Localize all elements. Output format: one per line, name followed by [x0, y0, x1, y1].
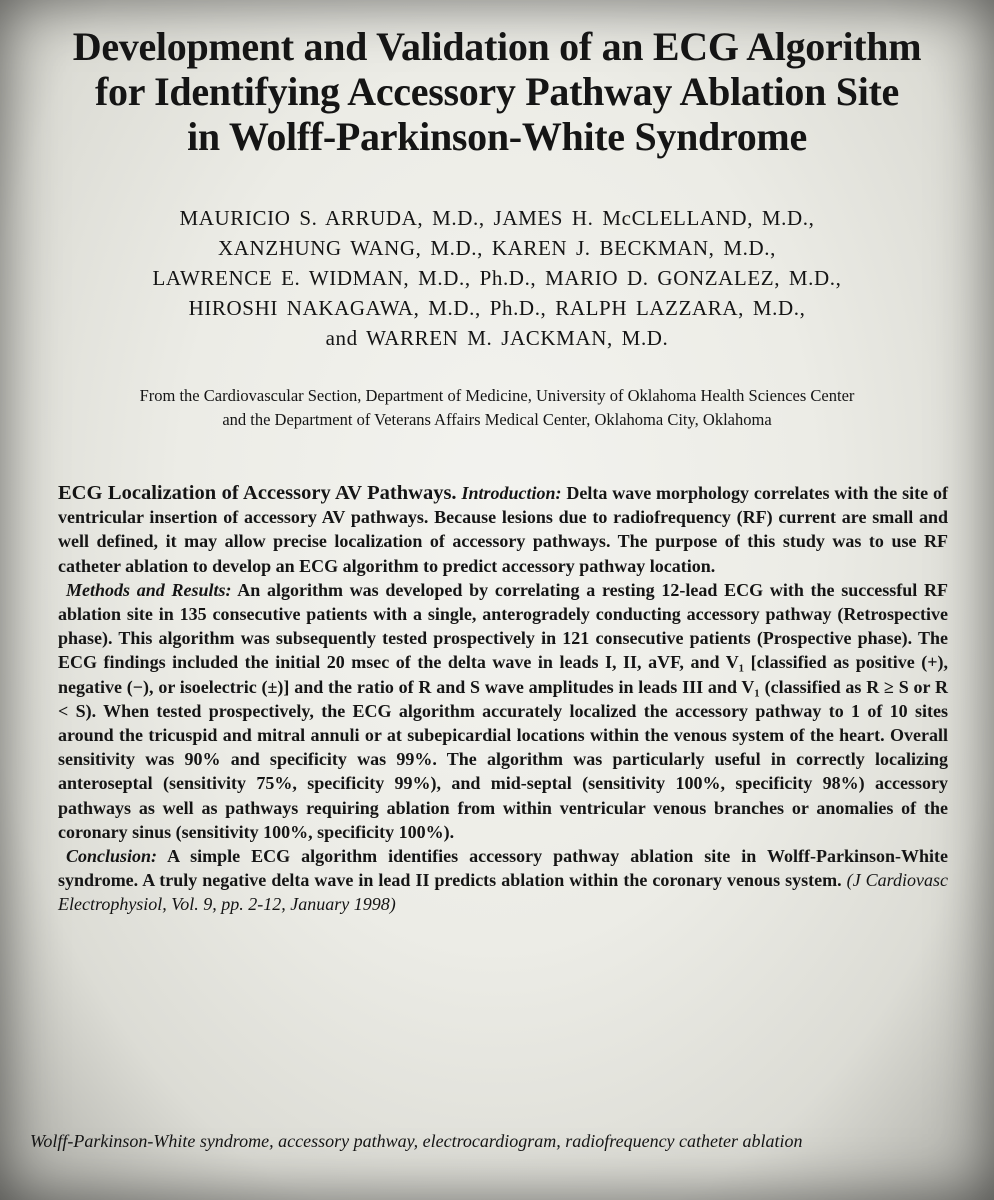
citation: (J Cardiovasc Electrophysiol, Vol. 9, pp. 2-12, January 1998)	[58, 870, 949, 915]
abstract	[58, 481, 948, 917]
author-line: and WARREN M. JACKMAN, M.D.	[325, 326, 669, 350]
keywords: Wolff-Parkinson-White syndrome, accessory pathway, electrocardiogram, radiofrequency catheter ablation	[30, 1131, 803, 1151]
abstract-introduction	[58, 481, 948, 578]
author-line: HIROSHI NAKAGAWA, M.D., Ph.D., RALPH LAZZARA, M.D.,	[188, 296, 806, 320]
title-line: for Identifying Accessory Pathway Ablation Site	[94, 69, 900, 114]
methods-text: An algorithm was developed by correlating a resting 12-lead ECG with the successful RF ablation site in 135 consecutive patients with a single, anterogradely conducting accessory pathway (Retrospective phase). This algorithm was subsequently tested prospectively in 121 consecutive patients (Prospective phase). The ECG findings included the initial 20 msec of the delta wave in leads I, II, aVF, and V₁ [classified as positive (+), negative (−), or isoelectric (±)] and the ratio of R and S wave amplitudes in leads III and V₁ (classified as R ≥ S or R < S). When tested prospectively, the ECG algorithm accurately localized the accessory pathway to 1 of 10 sites around the tricuspid and mitral annuli or at subepicardial locations within the venous system of the heart. Overall sensitivity was 90% and specificity was 99%. The algorithm was particularly useful in correctly localizing anteroseptal (sensitivity 75%, specificity 99%), and mid-septal (sensitivity 100%, specificity 98%) accessory pathways as well as pathways requiring ablation from within ventricular venous branches or anomalies of the coronary sinus (sensitivity 100%, specificity 100%).	[58, 579, 948, 842]
methods-label: Methods and Results:	[66, 579, 232, 600]
affiliation	[20, 384, 974, 432]
author-line: MAURICIO S. ARRUDA, M.D., JAMES H. McCLELLAND, M.D.,	[179, 206, 815, 230]
paper-title	[20, 24, 974, 159]
conclusion-text: A simple ECG algorithm identifies accessory pathway ablation site in Wolff-Parkinson-White syndrome. A truly negative delta wave in lead II predicts ablation within the coronary venous system.	[58, 846, 948, 891]
author-list	[20, 203, 974, 353]
title-line: in Wolff-Parkinson-White Syndrome	[187, 114, 807, 159]
introduction-label: Introduction:	[461, 483, 562, 503]
abstract-conclusion	[58, 844, 948, 917]
abstract-lead-in: ECG Localization of Accessory AV Pathways.	[58, 482, 457, 504]
introduction-text: Delta wave morphology correlates with the site of ventricular insertion of accessory AV pathways. Because lesions due to radiofrequency (RF) current are small and well defined, it may allow precise localization of accessory pathways. The purpose of this study was to use RF catheter ablation to develop an ECG algorithm to predict accessory pathway location.	[58, 483, 949, 576]
title-line: Development and Validation of an ECG Algorithm	[72, 24, 922, 69]
affiliation-line: From the Cardiovascular Section, Department of Medicine, University of Oklahoma Health Sciences Center	[139, 386, 855, 405]
affiliation-line: and the Department of Veterans Affairs Medical Center, Oklahoma City, Oklahoma	[222, 410, 772, 429]
author-line: XANZHUNG WANG, M.D., KAREN J. BECKMAN, M.D.,	[218, 236, 776, 260]
conclusion-label: Conclusion:	[66, 846, 158, 867]
abstract-methods	[58, 578, 948, 844]
author-line: LAWRENCE E. WIDMAN, M.D., Ph.D., MARIO D. GONZALEZ, M.D.,	[152, 266, 842, 290]
